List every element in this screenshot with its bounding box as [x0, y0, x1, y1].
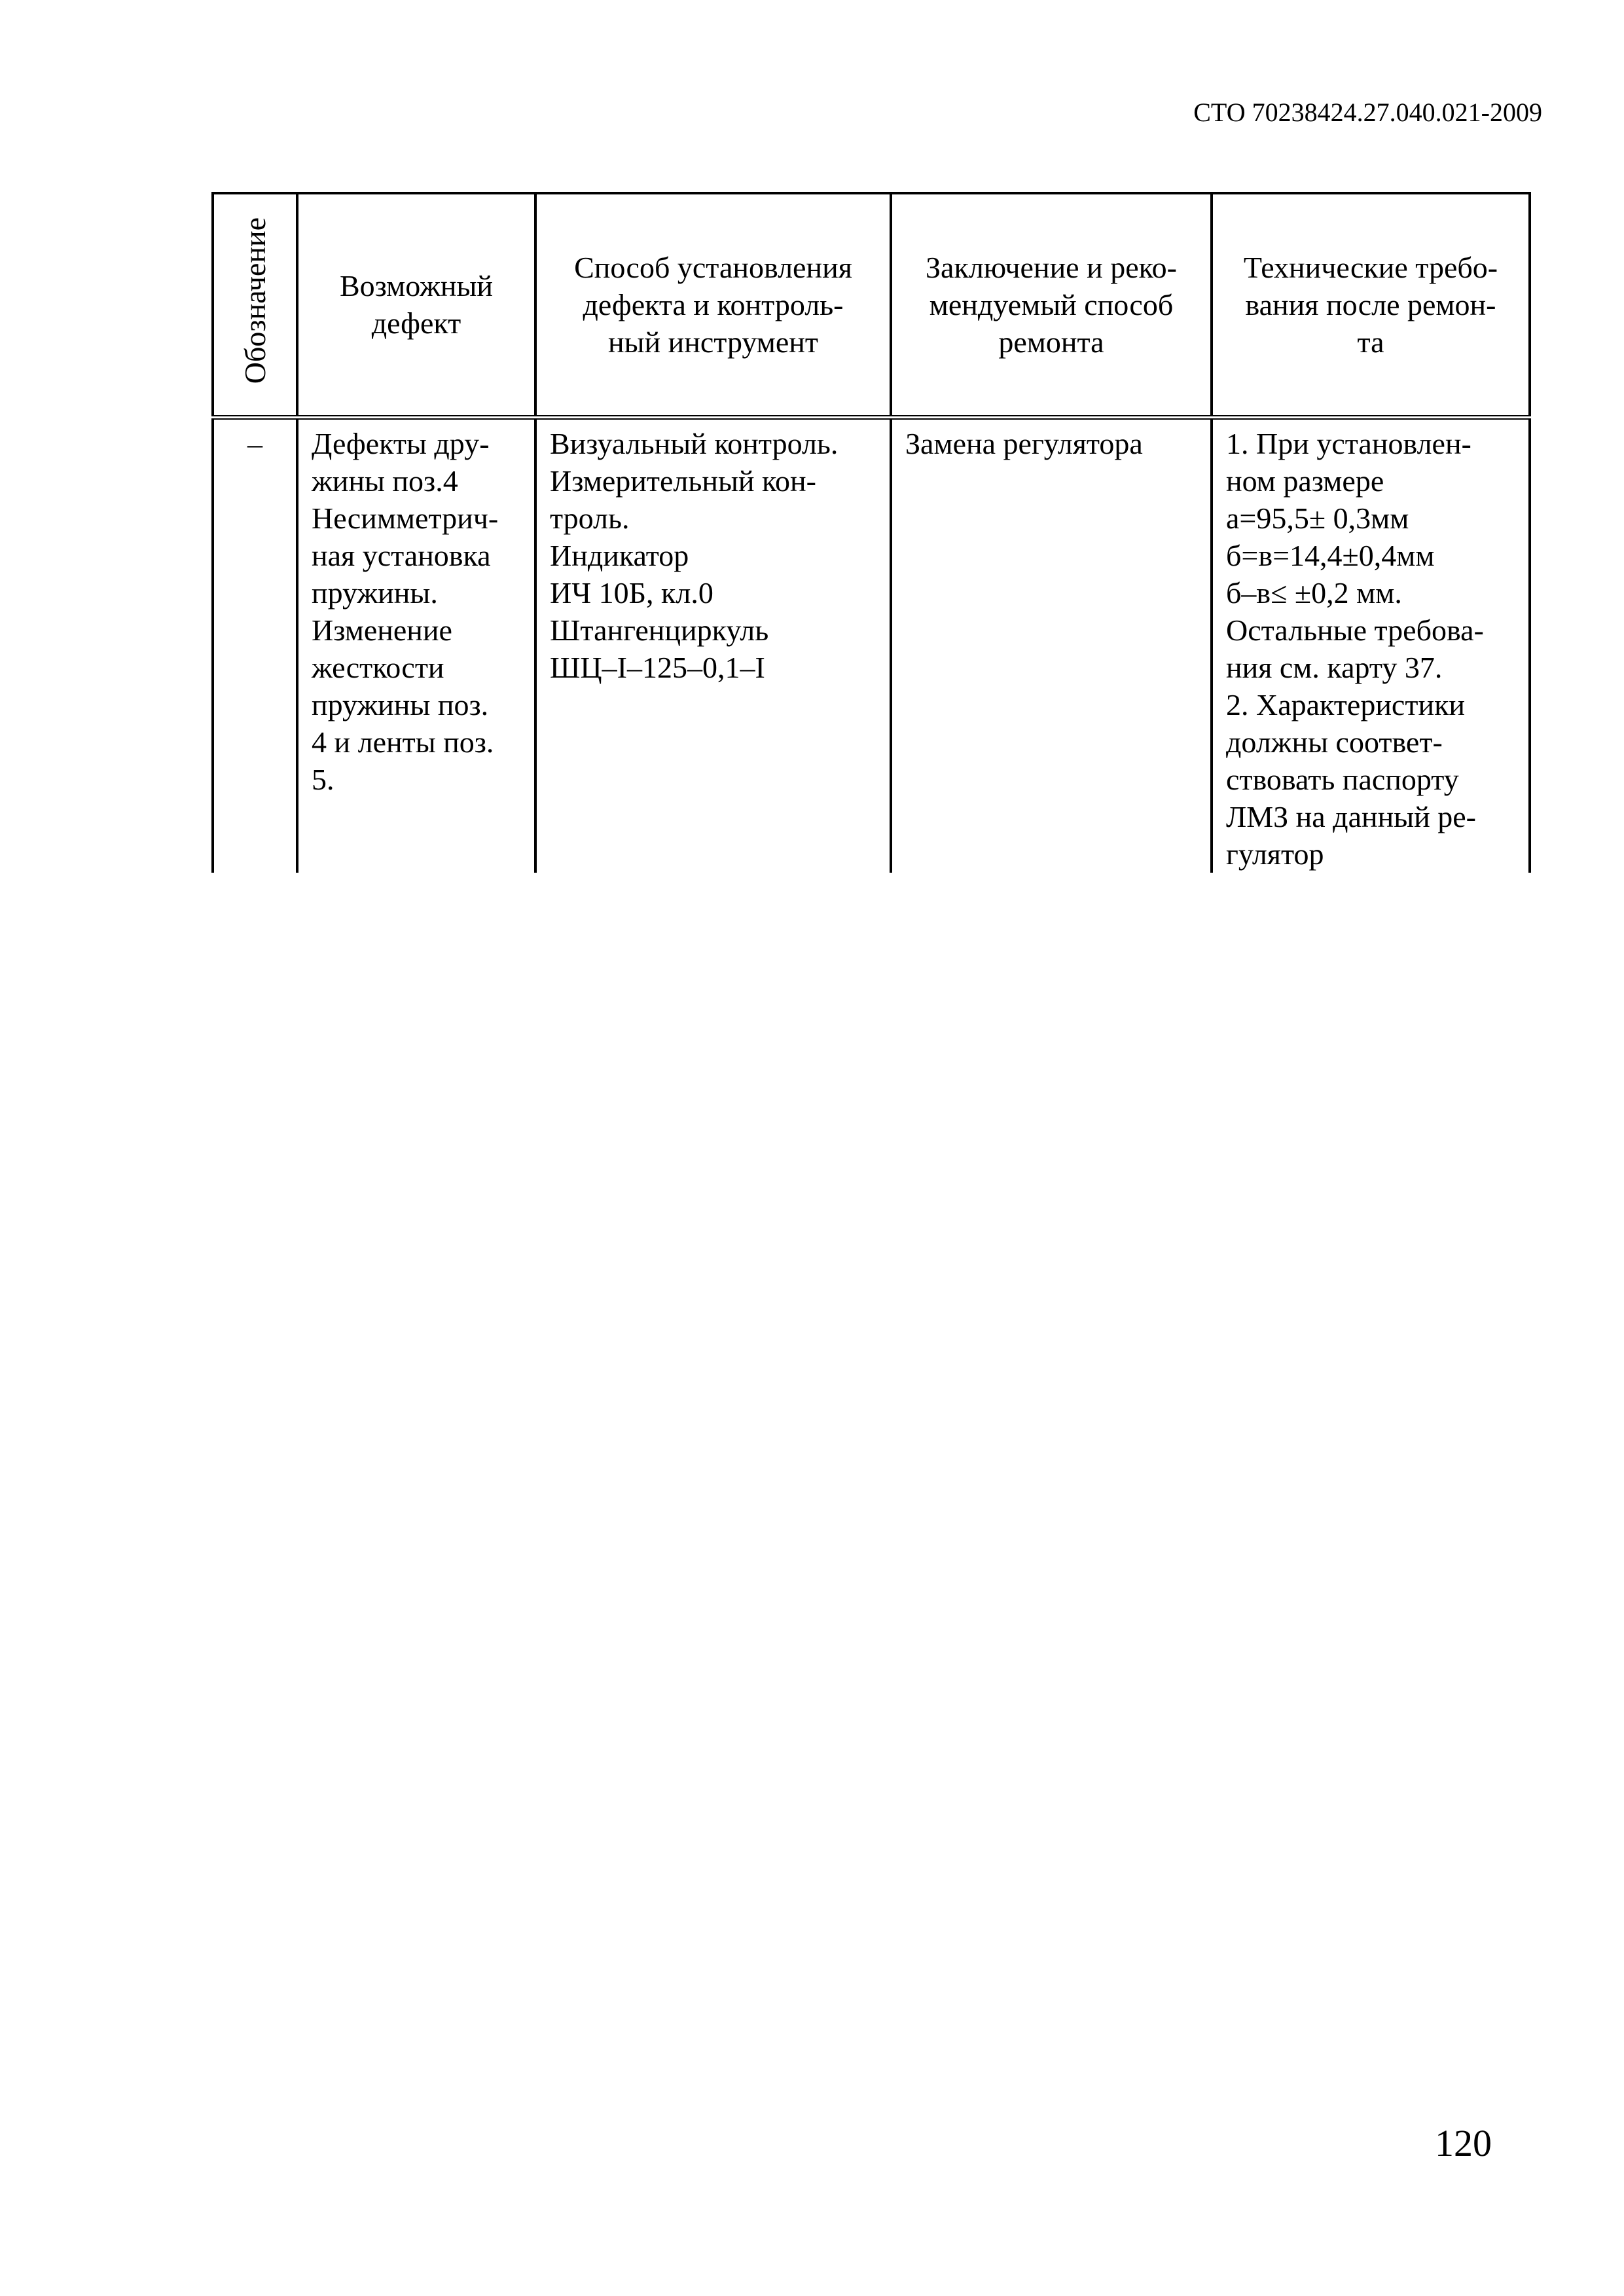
- header-line: та: [1357, 325, 1384, 359]
- cell-line: Штангенциркуль: [550, 613, 769, 647]
- cell-defect: [297, 417, 535, 873]
- cell-line: ном размере: [1226, 464, 1384, 498]
- cell-line: Остальные требова-: [1226, 613, 1484, 647]
- table-row: [213, 417, 1530, 873]
- cell-line: ШЦ–I–125–0,1–I: [550, 650, 765, 684]
- cell-line: 4 и ленты поз.: [312, 725, 494, 759]
- header-line: дефекта и контроль-: [583, 287, 844, 321]
- cell-line: Визуальный контроль.: [550, 426, 839, 460]
- cell-line: ния см. карту 37.: [1226, 650, 1443, 684]
- cell-line: 2. Характеристики: [1226, 687, 1466, 721]
- header-line: ремонта: [998, 325, 1104, 359]
- cell-line: 1. При установлен-: [1226, 426, 1471, 460]
- cell-line: ствовать паспорту: [1226, 762, 1459, 796]
- cell-line: ная установка: [312, 538, 491, 572]
- header-line: дефект: [371, 306, 461, 340]
- document-code: СТО 70238424.27.040.021-2009: [1193, 98, 1542, 127]
- cell-line: Замена регулятора: [905, 426, 1143, 460]
- header-line: Возможный: [339, 269, 494, 303]
- header-detection-method: [535, 193, 891, 417]
- cell-line: троль.: [550, 501, 630, 535]
- cell-requirements: [1212, 417, 1530, 873]
- cell-line: должны соответ-: [1226, 725, 1443, 759]
- cell-line: Несимметрич-: [312, 501, 499, 535]
- cell-line: а=95,5± 0,3мм: [1226, 501, 1409, 535]
- header-possible-defect: [297, 193, 535, 417]
- cell-line: ЛМЗ на данный ре-: [1226, 799, 1476, 833]
- cell-line: жины поз.4: [312, 464, 458, 498]
- header-line: вания после ремон-: [1245, 287, 1496, 321]
- header-line: Способ установления: [574, 250, 852, 284]
- header-line: Заключение и реко-: [926, 250, 1177, 284]
- header-designation-label: Обозначение: [238, 217, 272, 384]
- cell-line: гулятор: [1226, 837, 1324, 871]
- cell-line: пружины.: [312, 575, 438, 610]
- cell-line: Измерительный кон-: [550, 464, 816, 498]
- cell-designation: [213, 417, 297, 873]
- cell-line: Дефекты дру-: [312, 426, 490, 460]
- cell-line: б=в=14,4±0,4мм: [1226, 538, 1435, 572]
- header-line: ный инструмент: [608, 325, 818, 359]
- cell-method: [535, 417, 891, 873]
- cell-line: 5.: [312, 762, 334, 796]
- cell-line: –: [247, 426, 262, 460]
- cell-line: ИЧ 10Б, кл.0: [550, 575, 713, 610]
- cell-line: Изменение: [312, 613, 452, 647]
- cell-line: Индикатор: [550, 538, 689, 572]
- cell-line: пружины поз.: [312, 687, 489, 721]
- header-conclusion: [891, 193, 1212, 417]
- page-number: 120: [1435, 2122, 1492, 2164]
- defect-table: [211, 192, 1531, 873]
- header-line: мендуемый способ: [929, 287, 1174, 321]
- header-designation: [213, 193, 297, 417]
- cell-conclusion: [891, 417, 1212, 873]
- header-line: Технические требо-: [1243, 250, 1498, 284]
- header-technical-requirements: [1212, 193, 1530, 417]
- cell-line: б–в≤ ±0,2 мм.: [1226, 575, 1402, 610]
- table-header-row: [213, 193, 1530, 417]
- cell-line: жесткости: [312, 650, 444, 684]
